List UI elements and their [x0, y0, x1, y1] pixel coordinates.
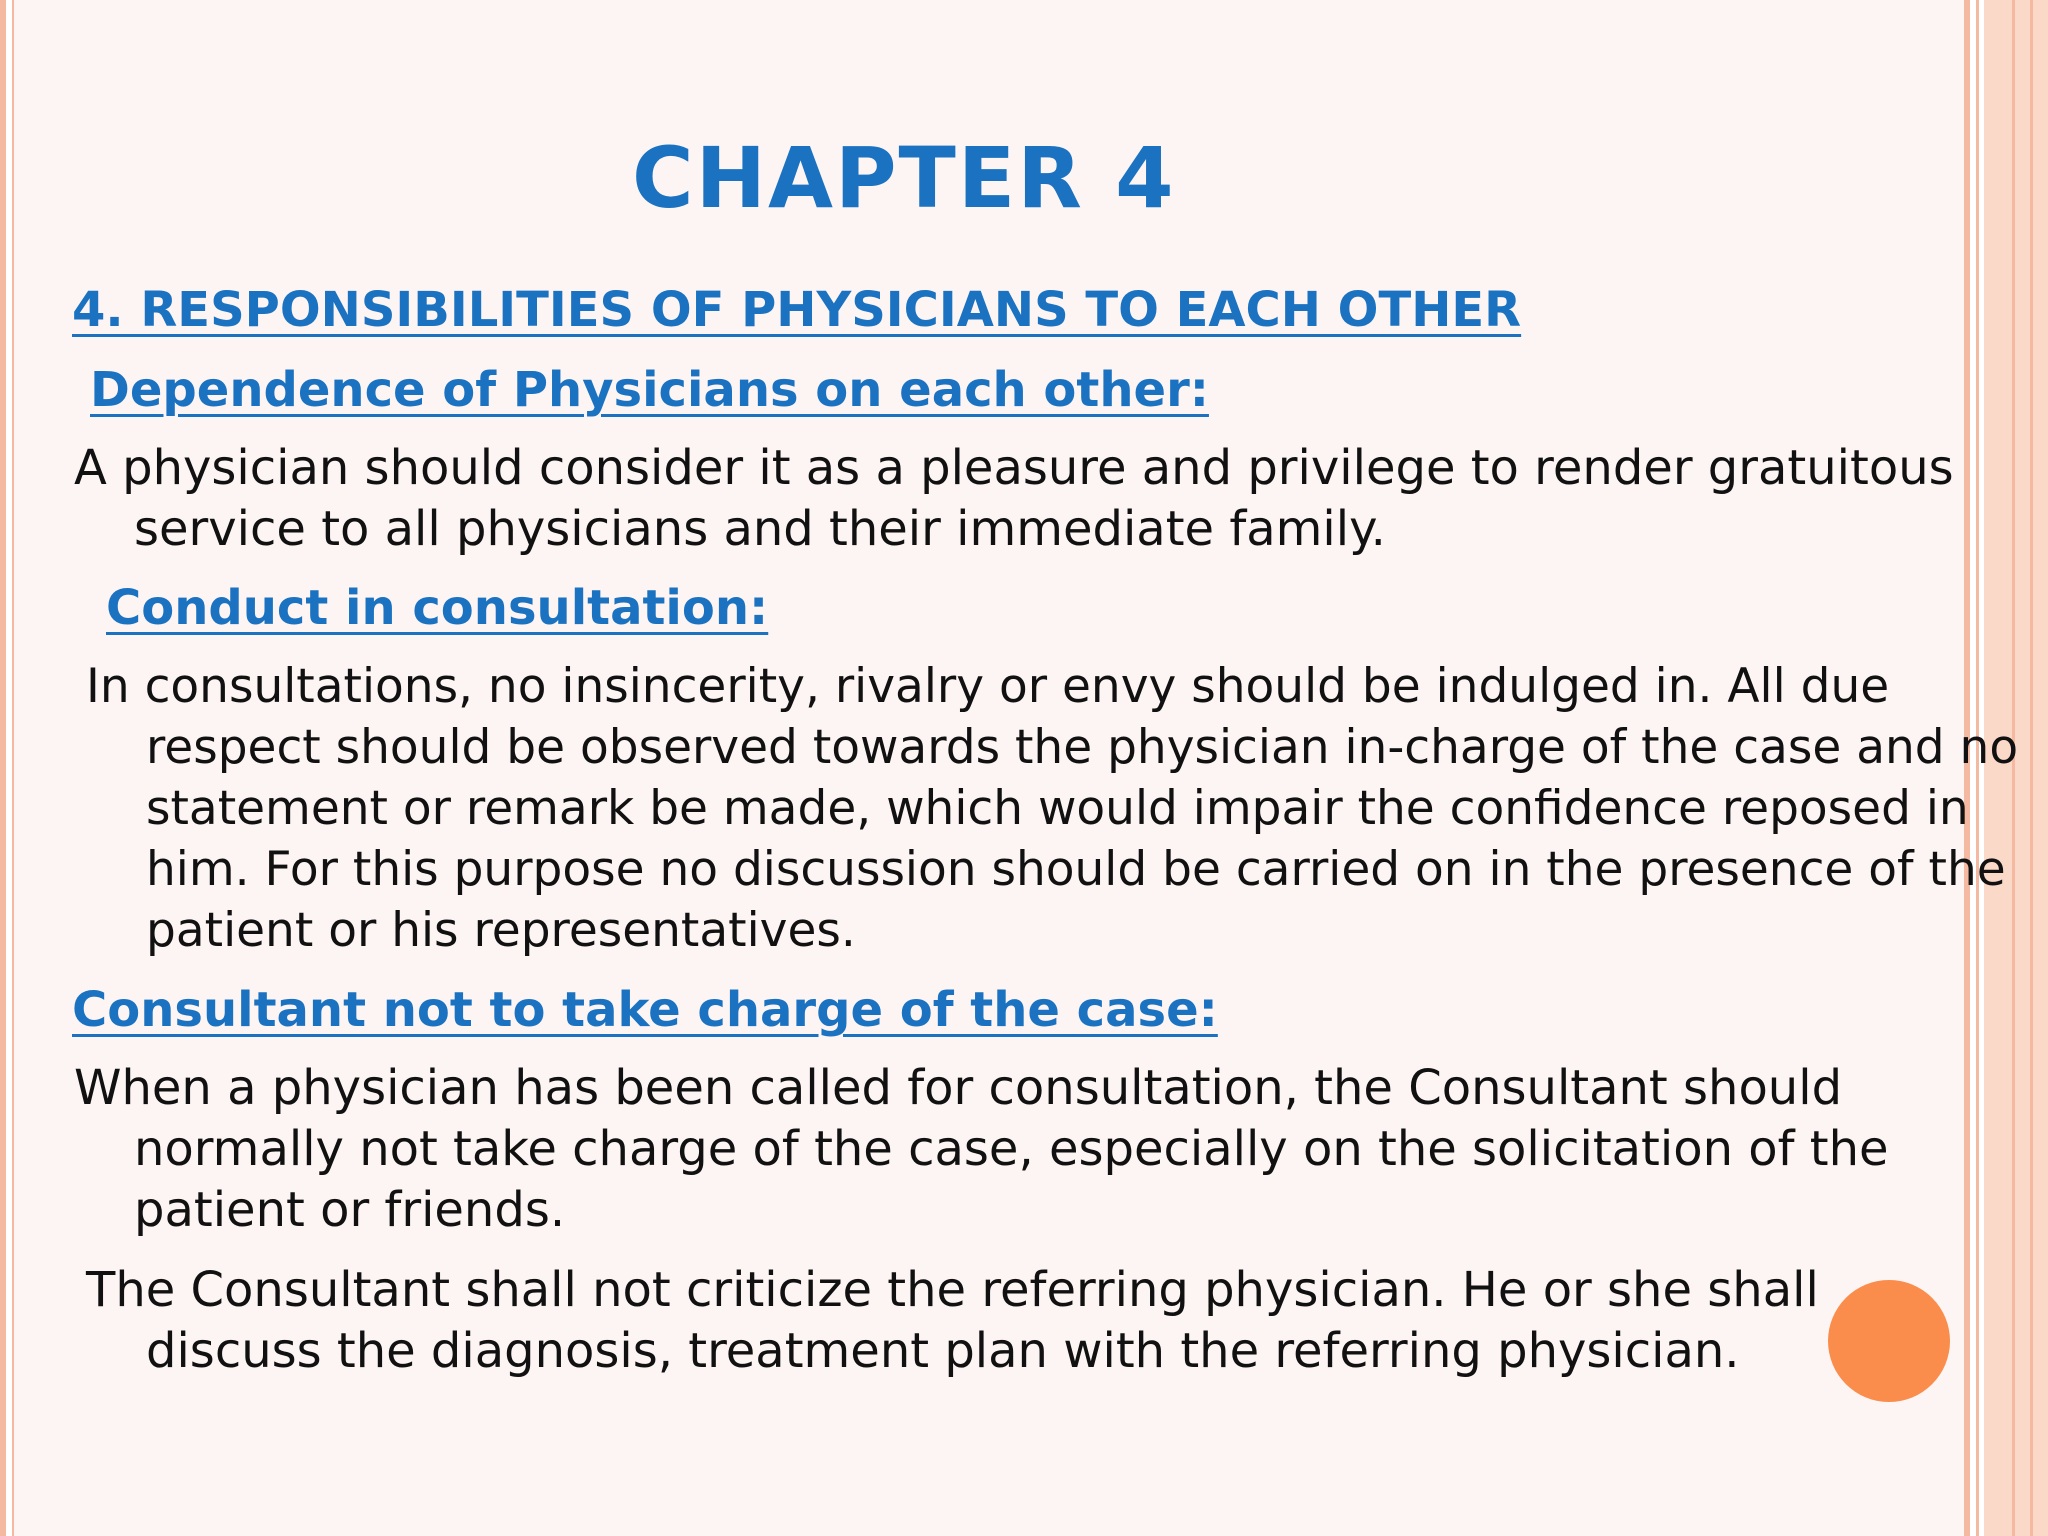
subsection-heading-consultant: Consultant not to take charge of the case:: [72, 982, 1218, 1038]
section-heading: 4. RESPONSIBILITIES OF PHYSICIANS TO EACH OTHER: [72, 282, 1522, 338]
subsection-heading-conduct: Conduct in consultation:: [106, 580, 769, 636]
paragraph-dependence: A physician should consider it as a pleasure and privilege to render gratuitous service to all physicians and their immediate family.: [74, 440, 1954, 557]
slide-title: CHAPTER 4: [632, 129, 1176, 227]
left-border-line: [12, 0, 14, 1536]
right-border-line: [2030, 0, 2033, 1536]
left-border-stripe: [0, 0, 6, 1536]
subsection-heading-dependence: Dependence of Physicians on each other:: [90, 362, 1209, 418]
paragraph-consultant-charge: When a physician has been called for consultation, the Consultant should normally not take charge of the case, especially on the solicitation of the patient or friends.: [74, 1060, 1889, 1238]
paragraph-consultant-criticize: The Consultant shall not criticize the referring physician. He or she shall discuss the diagnosis, treatment plan with the referring physician.: [86, 1262, 1819, 1379]
paragraph-conduct: In consultations, no insincerity, rivalry or envy should be indulged in. All due respect should be observed towards the physician in-charge of the case and no statement or remark be made, which would impair the confidence reposed in him. For this purpose no discussion should be carried on in the presence of the patient or his representatives.: [86, 659, 2019, 958]
